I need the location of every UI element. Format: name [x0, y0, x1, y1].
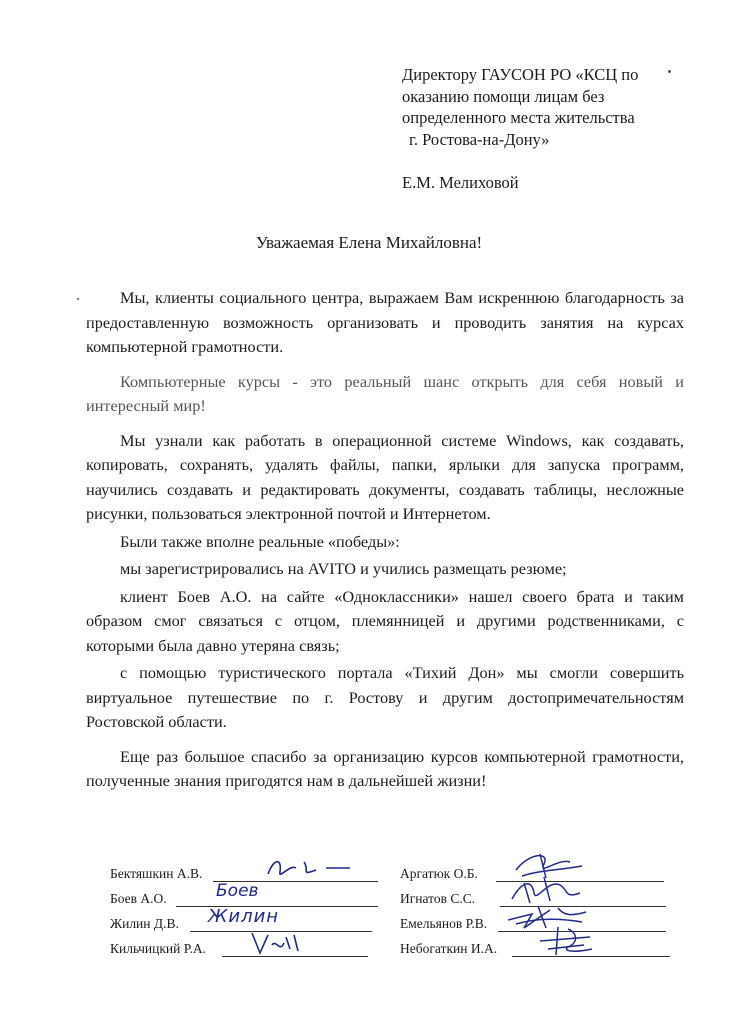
signature-scribble-icon [246, 927, 316, 957]
signatory-name: Емельянов Р.В. [400, 916, 488, 931]
signatory-name: Небогаткин И.А. [400, 941, 498, 956]
signatory-name: Боев А.О. [110, 891, 167, 906]
addressee-block [402, 64, 702, 194]
signature-row [400, 937, 670, 959]
scan-speck [668, 70, 671, 73]
signatory-name: Игнатов С.С. [400, 891, 476, 906]
paragraph: с помощью туристического портала «Тихий Дон» мы смогли совершить виртуальное путешествие по г. Ростову и другим достопримечательностям Ростовской области. [86, 663, 684, 731]
addressee-line-1: Директору ГАУСОН РО «КСЦ по [402, 65, 639, 84]
signature-handwritten: Боев [216, 881, 259, 901]
addressee-line-3: определенного места жительства [402, 108, 635, 127]
signatory-name: Бектяшкин А.В. [110, 866, 203, 881]
scan-speck [77, 298, 79, 300]
paragraph: Мы, клиенты социального центра, выражаем Вам искреннюю благодарность за предоставленную возможность организовать и проводить занятия на курсах компьютерной грамотности. [86, 288, 684, 356]
signature-row [110, 906, 380, 934]
letter-body [86, 286, 684, 804]
signature-scribble-icon [260, 854, 370, 882]
addressee-name: Е.М. Мелиховой [402, 173, 519, 192]
signatory-name: Кильчицкий Р.А. [110, 941, 207, 956]
paragraph: Компьютерные курсы - это реальный шанс открыть для себя новый и интересный мир! [86, 371, 684, 415]
signature-handwritten: Жилин [208, 906, 280, 927]
paragraph: мы зарегистрировались на AVITO и учились размещать резюме; [120, 559, 567, 578]
paragraph: Были также вполне реальные «победы»: [120, 531, 400, 551]
signatory-name: Жилин Д.В. [110, 916, 179, 931]
signature-row [110, 937, 380, 959]
signature-scribble-icon [534, 923, 604, 957]
paragraph: клиент Боев А.О. на сайте «Одноклассники» нашел своего брата и таким образом смог связаться с отцом, племянницей и другими родственниками, с которыми была давно утеряна связь; [86, 586, 684, 655]
addressee-line-4: г. Ростова-на-Дону» [409, 129, 550, 149]
signatory-name: Аргатюк О.Б. [400, 866, 478, 881]
paragraph: Мы узнали как работать в операционной системе Windows, как создавать, копировать, сохранять, удалять файлы, папки, ярлыки для запуска программ, научились создавать и редактировать документы, создавать таблицы, несложные рисунки, пользоваться электронной почтой и Интернетом. [86, 430, 684, 523]
paragraph: Еще раз большое спасибо за организацию курсов компьютерной грамотности, полученные знания пригодятся нам в дальнейшей жизни! [86, 746, 684, 790]
addressee-line-2: оказанию помощи лицам без [402, 86, 605, 106]
salutation: Уважаемая Елена Михайловна! [255, 233, 483, 252]
